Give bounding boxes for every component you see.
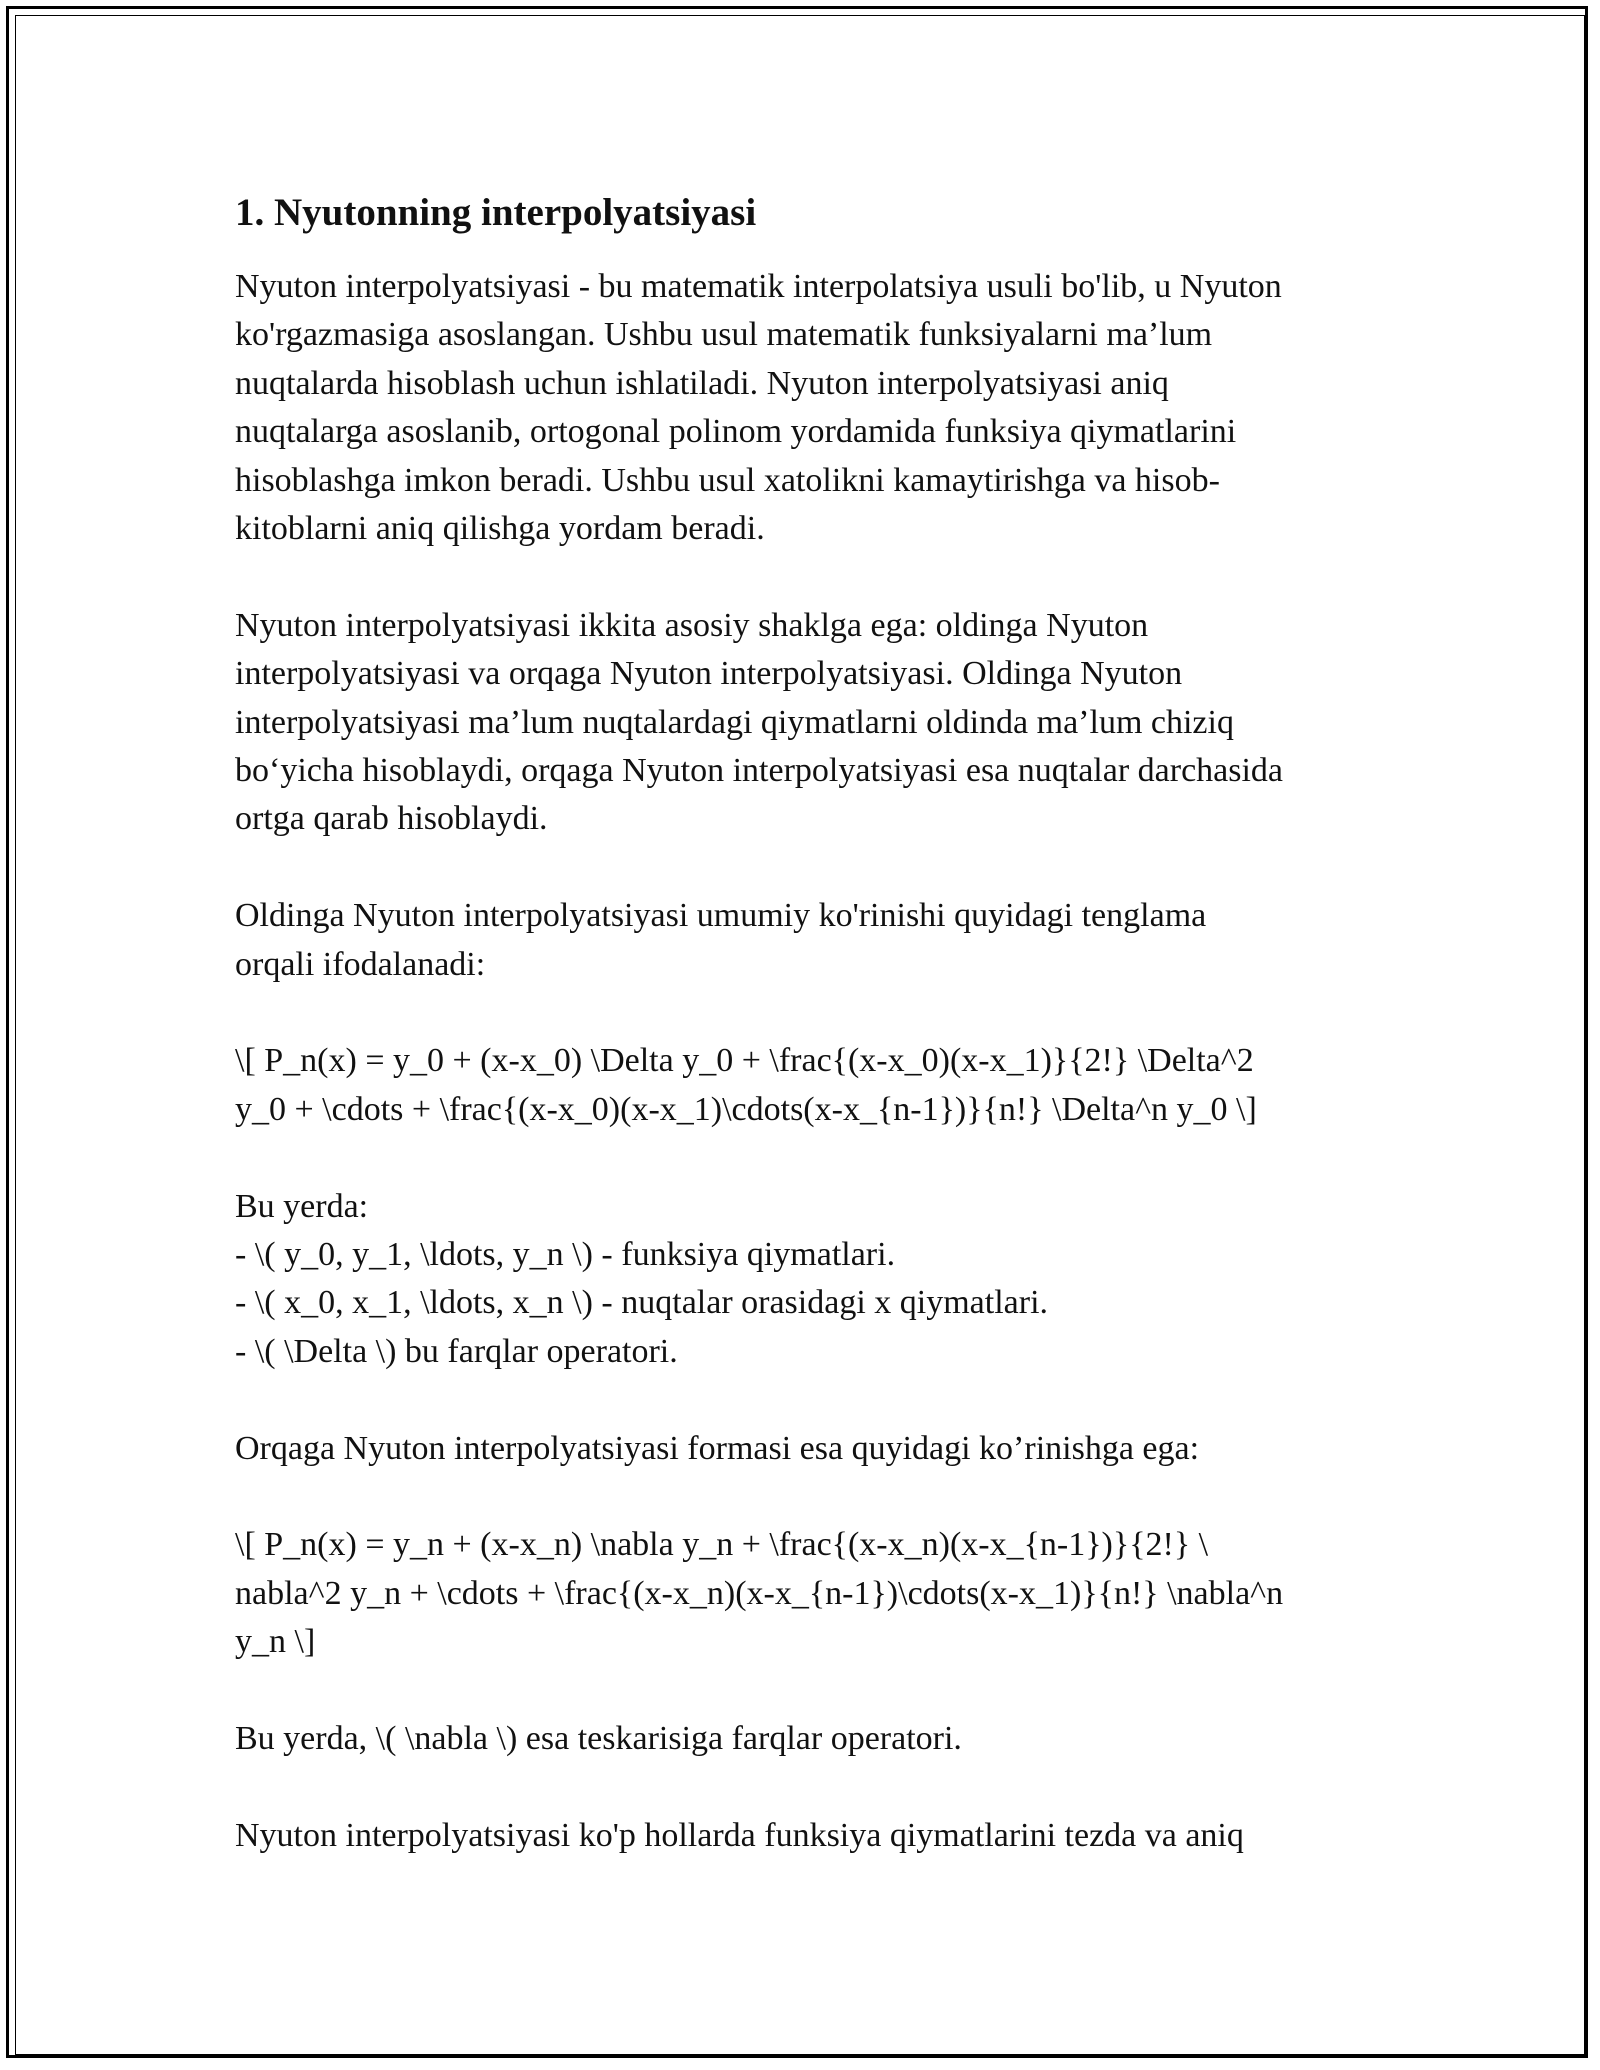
document-body xyxy=(235,185,1375,1909)
paragraph-backward-intro: Orqaga Nyuton interpolyatsiyasi formasi esa quyidagi ko’rinishga ega: xyxy=(235,1429,1200,1467)
paragraph-forms: Nyuton interpolyatsiyasi ikkita asosiy shaklga ega: oldinga Nyuton interpolyatsiyasi va orqaga Nyuton interpolyatsiyasi. Oldinga Nyuton interpolyatsiyasi ma’lum nuqtalardagi qiymatlarni oldinda ma’lum chiziq bo‘yicha hisoblaydi, orqaga Nyuton interpolyatsiyasi esa nuqtalar darchasida ortga qarab hisoblaydi. xyxy=(235,606,1284,838)
definitions-intro: Bu yerda: xyxy=(235,1187,369,1225)
paragraph-nabla-note: Bu yerda, \( \nabla \) esa teskarisiga farqlar operatori. xyxy=(235,1720,962,1758)
definition-item: - \( y_0, y_1, \ldots, y_n \) - funksiya qiymatlari. xyxy=(235,1236,896,1274)
formula-backward: \[ P_n(x) = y_n + (x-x_n) \nabla y_n + \frac{(x-x_n)(x-x_{n-1})}{2!} \ nabla^2 y_n + \cdots + \frac{(x-x_n)(x-x_{n-1})\cdots(x-x_1)}{n!} \nabla^n y_n \] xyxy=(235,1526,1284,1661)
definitions-list xyxy=(235,1183,1375,1377)
definition-item: - \( x_0, x_1, \ldots, x_n \) - nuqtalar orasidagi x qiymatlari. xyxy=(235,1284,1049,1322)
section-heading: 1. Nyutonning interpolyatsiyasi xyxy=(235,191,757,234)
formula-forward: \[ P_n(x) = y_0 + (x-x_0) \Delta y_0 + \frac{(x-x_0)(x-x_1)}{2!} \Delta^2 y_0 + \cdots + \frac{(x-x_0)(x-x_1)\cdots(x-x_{n-1})}{n!} \Delta^n y_0 \] xyxy=(235,1042,1257,1128)
paragraph-conclusion: Nyuton interpolyatsiyasi ko'p hollarda funksiya qiymatlarini tezda va aniq xyxy=(235,1816,1244,1854)
definition-item: - \( \Delta \) bu farqlar operatori. xyxy=(235,1332,678,1370)
paragraph-intro: Nyuton interpolyatsiyasi - bu matematik interpolatsiya usuli bo'lib, u Nyuton ko'rgazmasiga asoslangan. Ushbu usul matematik funksiyalarni ma’lum nuqtalarda hisoblash uchun ishlatiladi. Nyuton interpolyatsiyasi aniq nuqtalarga asoslanib, ortogonal polinom yordamida funksiya qiymatlarini hisoblashga imkon beradi. Ushbu usul xatolikni kamaytirishga va hisob- kitoblarni aniq qilishga yordam beradi. xyxy=(235,268,1282,548)
paragraph-forward-intro: Oldinga Nyuton interpolyatsiyasi umumiy ko'rinishi quyidagi tenglama orqali ifodalanadi: xyxy=(235,897,1207,983)
